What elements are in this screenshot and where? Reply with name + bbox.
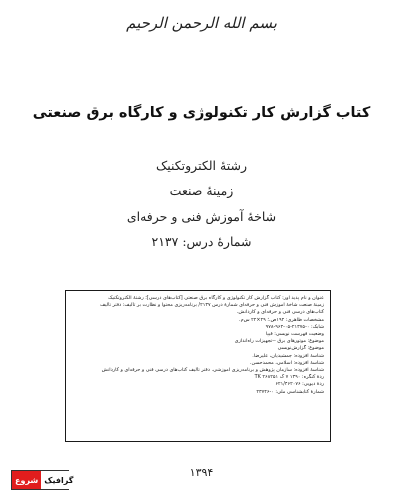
cip-line: عنوان و نام پدید آور: کتاب گزارش کار تکنولوژی و کارگاه برق صنعتی [کتاب‌های درسی]؛ رشتهٔ الکتروتکنیک: [108, 295, 324, 301]
brand-logo-part-b: گرافیک: [41, 471, 76, 489]
cip-line: شناسهٔ افزوده: جمشیدیان، علیرضا.: [252, 352, 324, 359]
branch-subtitle: شاخهٔ آموزش فنی و حرفه‌ای: [126, 209, 277, 224]
cip-line: شمارهٔ کتابشناسی ملی: ۰-۲۳۷۴۶: [256, 388, 324, 395]
cip-line: موضوع: گزارش‌نویسی: [277, 345, 324, 352]
cip-line: ردهٔ کنگره: ۱۳۹۰ ۷ ک ۲۶۸۲۵۱ TK: [254, 374, 324, 381]
cip-line: شناسهٔ افزوده: اسلامی، محمدحسن.: [249, 359, 324, 366]
cip-line: وضعیت فهرست نویسی: فیپا: [265, 331, 324, 338]
cip-line: موضوع: موتورهای برق --تجهیزات راه‌اندازی: [234, 338, 324, 345]
brand-logo[interactable]: [11, 470, 74, 490]
course-number: شمارهٔ درس: ۲۱۳۷: [151, 234, 252, 249]
cip-line: شناسهٔ افزوده: سازمان پژوهش و برنامه‌ریزی آموزشی. دفتر تألیف کتاب‌های درسی فنی و حرفه‌ای و کاردانش: [101, 367, 324, 374]
area-subtitle: زمینهٔ صنعت: [169, 183, 234, 198]
cip-line: کتاب‌های درسی فنی و حرفه‌ای و کاردانش.: [236, 309, 324, 316]
cataloging-info-box: [65, 290, 331, 442]
cip-line: ردهٔ دیویی: ۶۲۱/۴۶۲۰۷۶: [275, 381, 324, 388]
field-subtitle: رشتهٔ الکتروتکنیک: [156, 158, 247, 173]
publication-year: ۱۳۹۴: [189, 466, 214, 479]
basmala-calligraphy: بسم الله الرحمن الرحیم: [126, 14, 277, 32]
cip-line: شابک: ۰-۲۱۳۷۵-۰۵-۹۶۴-۹۷۸: [265, 323, 324, 330]
brand-logo-part-a: شروع: [12, 471, 41, 489]
cip-line: زمینهٔ صنعت شاخهٔ آموزش فنی و حرفه‌ای شمارهٔ درس ۲۱۳۷/ برنامه‌ریزی محتوا و نظارت بر تألیف: دفتر تألیف: [100, 302, 324, 309]
book-title: کتاب گزارش کار تکنولوژی و کارگاه برق صنعتی: [32, 105, 371, 121]
cip-line: مشخصات ظاهری: ۱۹۲ص.؛ ۲۹×۲۲ س‌م.: [239, 316, 324, 323]
